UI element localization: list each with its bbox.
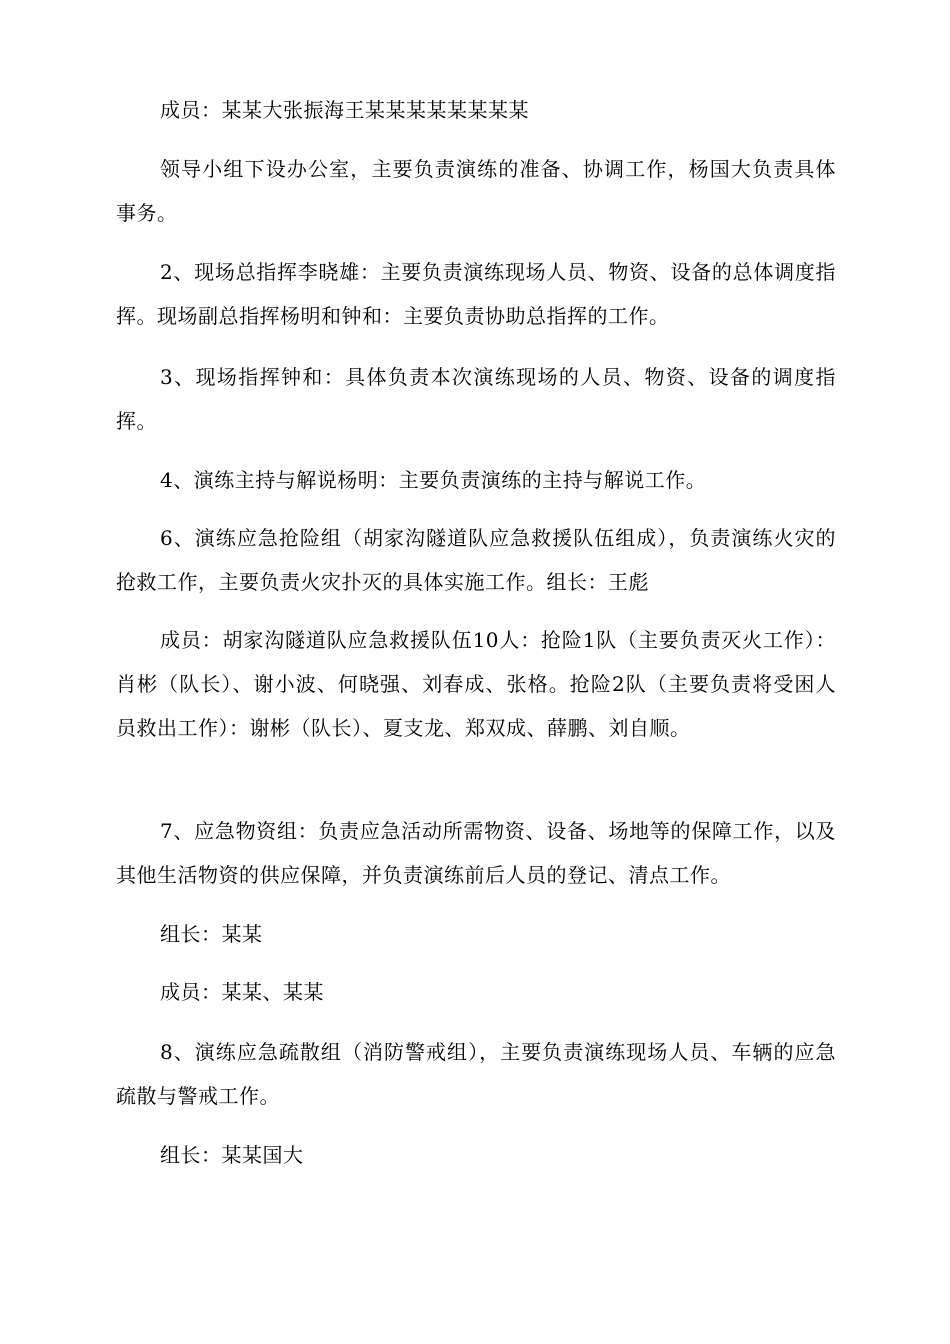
paragraph-rescue-members: 成员：胡家沟隧道队应急救援队伍10人：抢险1队（主要负责灭火工作）：肖彬（队长）、谢小波、何晓强、刘春成、张格。抢险2队（主要负责将受困人员救出工作）：谢彬（队长）、夏支龙、郑双成、薛鹏、刘自顺。 — [116, 628, 836, 740]
paragraph-rescue-group: 6、演练应急抢险组（胡家沟隧道队应急救援队伍组成），负责演练火灾的抢救工作，主要负责火灾扑灭的具体实施工作。组长：王彪 — [116, 526, 836, 594]
paragraph-site-command: 3、现场指挥钟和：具体负责本次演练现场的人员、物资、设备的调度指挥。 — [116, 365, 836, 433]
paragraph-members-leadership: 成员：某某大张振海王某某某某某某某某 — [160, 98, 529, 122]
paragraph-evacuation-group: 8、演练应急疏散组（消防警戒组），主要负责演练现场人员、车辆的应急疏散与警戒工作。 — [116, 1040, 836, 1108]
paragraph-supplies-group: 7、应急物资组：负责应急活动所需物资、设备、场地等的保障工作，以及其他生活物资的供应保障，并负责演练前后人员的登记、清点工作。 — [116, 819, 836, 887]
paragraph-host: 4、演练主持与解说杨明：主要负责演练的主持与解说工作。 — [160, 468, 707, 492]
paragraph-supplies-members: 成员：某某、某某 — [160, 980, 324, 1004]
paragraph-office: 领导小组下设办公室，主要负责演练的准备、协调工作，杨国大负责具体事务。 — [116, 157, 836, 225]
paragraph-evacuation-leader: 组长：某某国大 — [160, 1143, 304, 1167]
paragraph-commander: 2、现场总指挥李晓雄：主要负责演练现场人员、物资、设备的总体调度指挥。现场副总指挥杨明和钟和：主要负责协助总指挥的工作。 — [116, 260, 836, 328]
paragraph-supplies-leader: 组长：某某 — [160, 922, 263, 946]
